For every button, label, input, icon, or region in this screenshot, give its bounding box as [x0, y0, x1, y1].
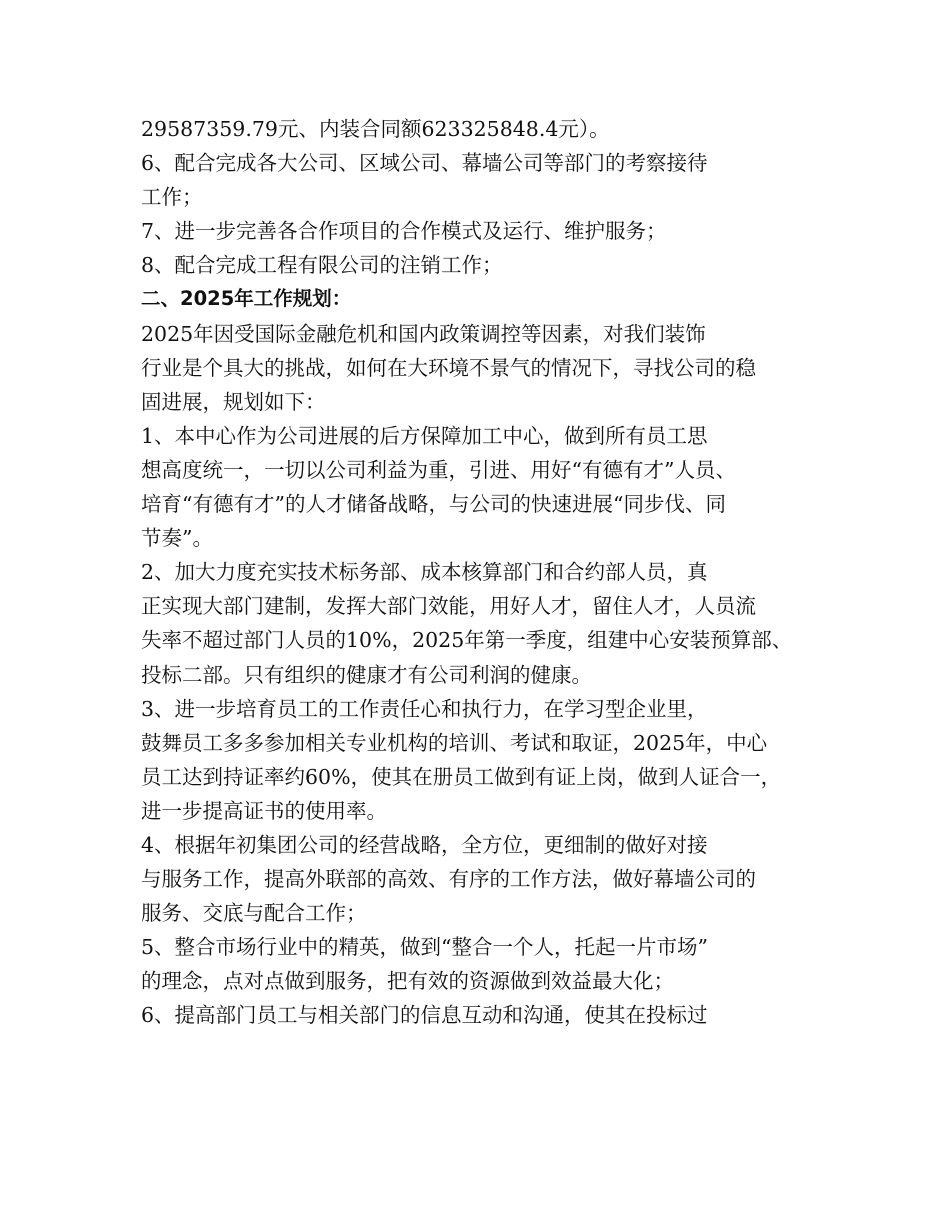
text-line: 2025年因受国际金融危机和国内政策调控等因素，对我们装饰 — [141, 321, 706, 346]
text-line: 行业是个具大的挑战，如何在大环境不景气的情况下，寻找公司的稳 — [141, 355, 756, 380]
text-line: 7、进一步完善各合作项目的合作模式及运行、维护服务； — [141, 219, 667, 244]
text-line: 6、配合完成各大公司、区域公司、幕墙公司等部门的考察接待 — [141, 151, 708, 176]
text-line: 6、提高部门员工与相关部门的信息互动和沟通，使其在投标过 — [141, 1003, 708, 1028]
text-line: 2、加大力度充实技术标务部、成本核算部门和合约部人员，真 — [141, 560, 708, 585]
text-line: 8、配合完成工程有限公司的注销工作； — [141, 253, 503, 278]
text-line: 鼓舞员工多多参加相关专业机构的培训、考试和取证，2025年，中心 — [141, 730, 768, 755]
text-line: 4、根据年初集团公司的经营战略，全方位，更细制的做好对接 — [141, 832, 708, 857]
text-line: 投标二部。只有组织的健康才有公司利润的健康。 — [141, 662, 592, 687]
text-line: 工作； — [141, 185, 203, 210]
text-line: 失率不超过部门人员的10%，2025年第一季度，组建中心安装预算部、 — [141, 628, 793, 653]
text-line: 29587359.79元、内装合同额623325848.4元）。 — [141, 117, 610, 141]
text-line: 1、本中心作为公司进展的后方保障加工中心，做到所有员工思 — [141, 423, 708, 448]
text-line: 5、整合市场行业中的精英，做到“整合一个人，托起一片市场” — [141, 935, 709, 960]
text-line: 正实现大部门建制，发挥大部门效能，用好人才，留住人才，人员流 — [141, 594, 756, 619]
text-line: 想高度统一，一切以公司利益为重，引进、用好“有德有才”人员、 — [141, 457, 736, 482]
text-line: 进一步提高证书的使用率。 — [141, 798, 387, 823]
text-line: 固进展，规划如下： — [141, 389, 326, 414]
text-line: 3、进一步培育员工的工作责任心和执行力，在学习型企业里， — [141, 696, 708, 721]
text-line: 与服务工作，提高外联部的高效、有序的工作方法，做好幕墙公司的 — [141, 867, 756, 892]
text-line: 员工达到持证率约60%，使其在册员工做到有证上岗，做到人证合一， — [141, 764, 782, 789]
section-heading: 二、2025年工作规划： — [141, 287, 352, 311]
text-line: 培育“有德有才”的人才储备战略，与公司的快速进展“同步伐、同 — [141, 492, 726, 517]
document-body — [141, 112, 821, 1033]
text-line: 服务、交底与配合工作； — [141, 901, 367, 926]
text-line: 节奏”。 — [141, 526, 213, 551]
text-line: 的理念，点对点做到服务，把有效的资源做到效益最大化； — [141, 969, 674, 994]
